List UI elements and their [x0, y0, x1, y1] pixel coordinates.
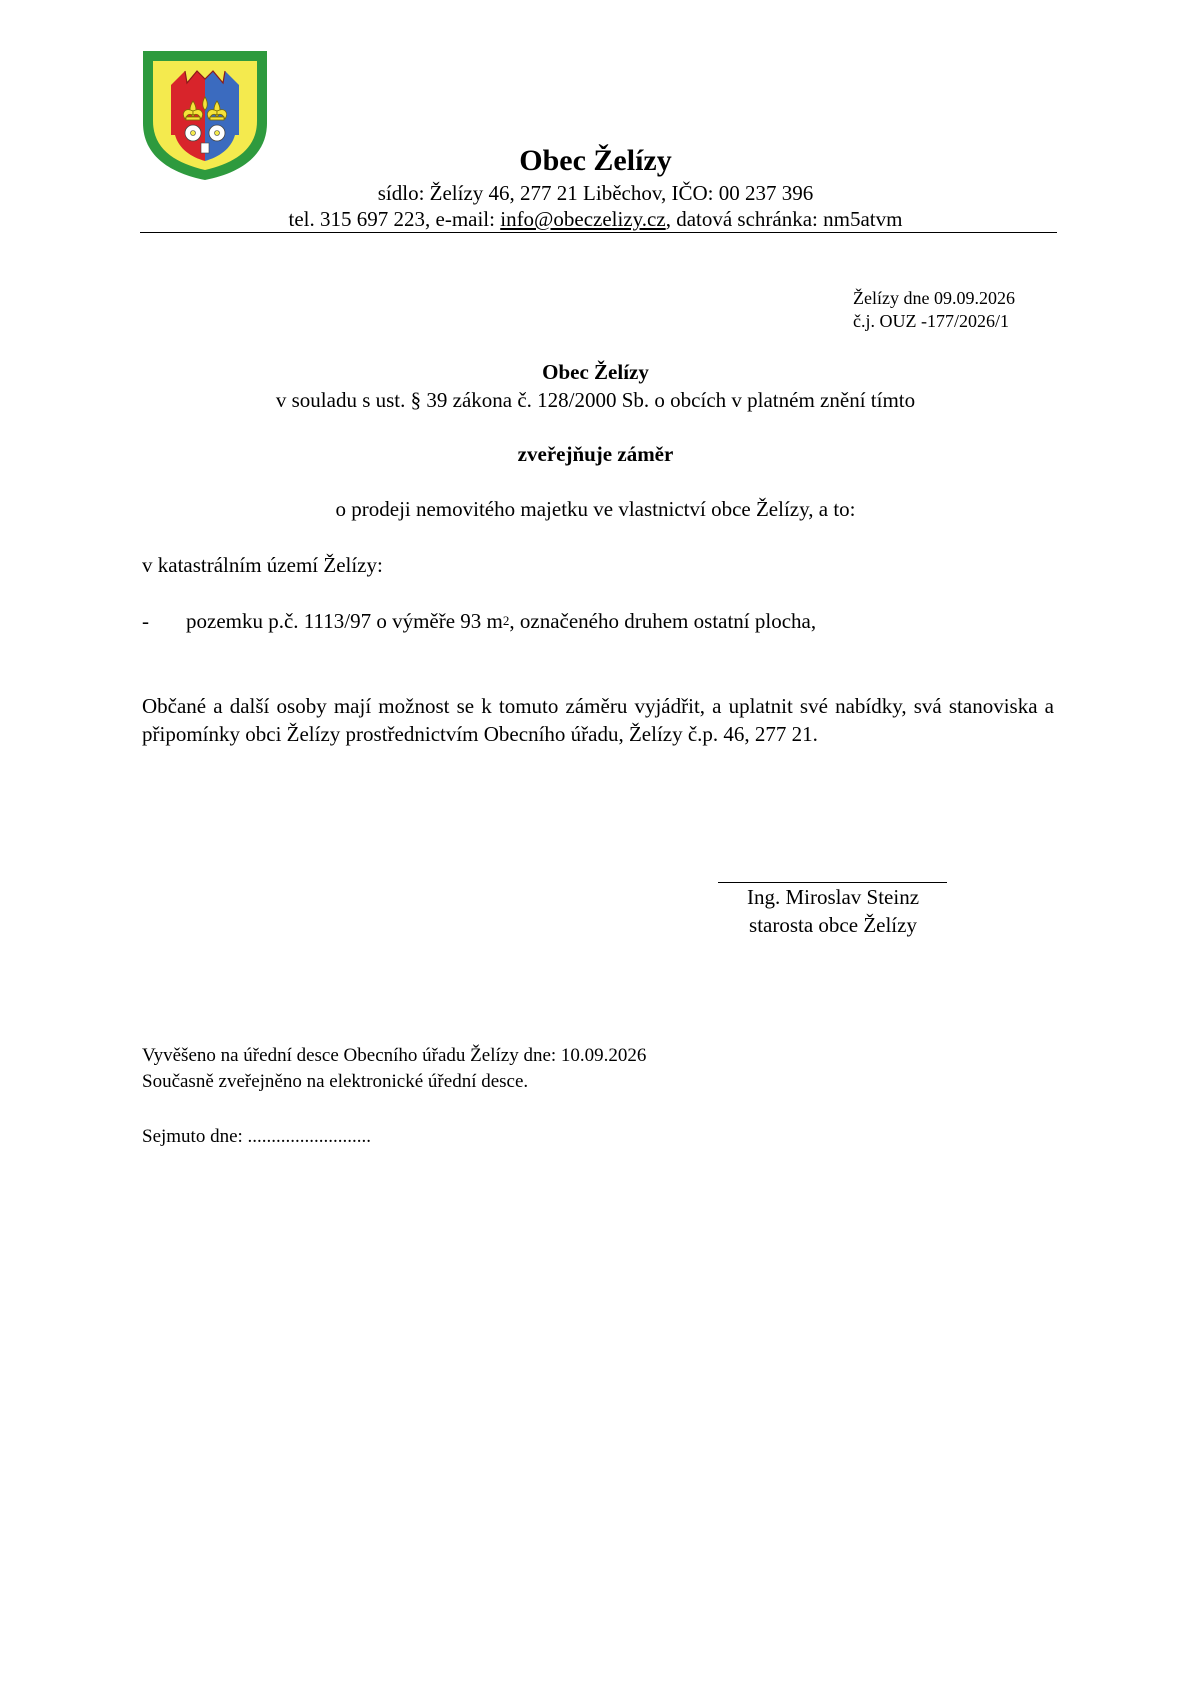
property-item-text: pozemku p.č. 1113/97 o výměře 93 m [186, 609, 503, 633]
posted-notice: Vyvěšeno na úřední desce Obecního úřadu Želízy dne: 10.09.2026 [142, 1045, 647, 1066]
removal-date: Sejmuto dne: .......................... [142, 1126, 372, 1147]
subject-line: o prodeji nemovitého majetku ve vlastnictví obce Želízy, a to: [335, 497, 856, 521]
property-item [186, 609, 816, 634]
date-reference-block [853, 287, 1015, 333]
property-item-superscript: 2 [502, 613, 510, 628]
legal-basis: v souladu s ust. § 39 zákona č. 128/2000 Sb. o obcích v platném znění tímto [275, 388, 916, 412]
document-date: Želízy dne 09.09.2026 [853, 288, 1015, 308]
property-item-rest: , označeného druhem ostatní plocha, [509, 609, 817, 633]
contact-email-link[interactable]: info@obeczelizy.cz [500, 207, 666, 231]
issuer-heading: Obec Želízy [542, 360, 649, 384]
signatory-role: starosta obce Želízy [749, 913, 917, 937]
reference-number: č.j. OUZ -177/2026/1 [853, 311, 1009, 331]
cadastre-line: v katastrálním území Želízy: [142, 553, 383, 577]
announcement-heading: zveřejňuje záměr [517, 442, 674, 466]
list-bullet: - [142, 609, 149, 633]
municipality-contact [0, 207, 1191, 232]
signature-line [718, 882, 947, 883]
signatory-name: Ing. Miroslav Steinz [746, 885, 920, 909]
municipality-title: Obec Želízy [519, 144, 672, 177]
contact-phone: tel. 315 697 223, e-mail: [288, 207, 501, 231]
public-notice-paragraph: Občané a další osoby mají možnost se k tomuto záměru vyjádřit, a uplatnit své nabídky, svá stanoviska a připomínky obci Želízy prostřednictvím Obecního úřadu, Želízy č.p. 46, 277 21. [142, 694, 1054, 746]
header-divider [140, 232, 1057, 233]
electronic-notice: Současně zveřejněno na elektronické úřední desce. [142, 1071, 529, 1092]
contact-data-box: , datová schránka: nm5atvm [665, 207, 903, 231]
municipality-address: sídlo: Želízy 46, 277 21 Liběchov, IČO: 00 237 396 [377, 181, 814, 205]
